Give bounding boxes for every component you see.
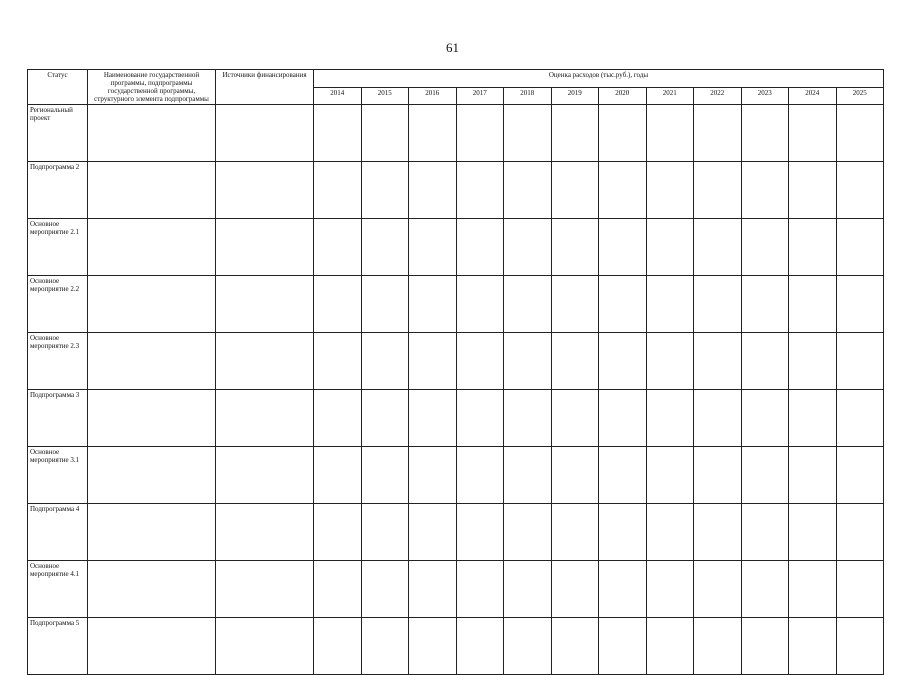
year-value-cell (836, 162, 884, 219)
row-status: Подпрограмма 3 (28, 390, 88, 447)
year-value-cell (646, 390, 694, 447)
table-row (28, 276, 884, 333)
year-header: 2016 (409, 87, 457, 105)
year-value-cell (646, 105, 694, 162)
year-value-cell (409, 447, 457, 504)
status-header: Статус (28, 70, 88, 105)
year-value-cell (741, 447, 789, 504)
year-value-cell (741, 276, 789, 333)
year-value-cell (551, 504, 599, 561)
year-value-cell (694, 333, 742, 390)
row-status: Основное мероприятие 4.1 (28, 561, 88, 618)
year-value-cell (551, 390, 599, 447)
year-value-cell (599, 333, 647, 390)
row-source (216, 162, 314, 219)
year-header: 2014 (314, 87, 362, 105)
year-value-cell (314, 333, 362, 390)
table-row (28, 390, 884, 447)
year-value-cell (599, 618, 647, 675)
year-value-cell (789, 618, 837, 675)
year-value-cell (646, 504, 694, 561)
year-value-cell (361, 333, 409, 390)
year-value-cell (314, 162, 362, 219)
row-source (216, 105, 314, 162)
year-value-cell (836, 219, 884, 276)
table-row (28, 219, 884, 276)
year-value-cell (551, 447, 599, 504)
year-value-cell (314, 447, 362, 504)
row-name (88, 219, 216, 276)
year-value-cell (361, 276, 409, 333)
row-source (216, 561, 314, 618)
year-value-cell (646, 447, 694, 504)
year-value-cell (409, 390, 457, 447)
year-value-cell (836, 561, 884, 618)
table-row (28, 447, 884, 504)
row-status: Основное мероприятие 2.3 (28, 333, 88, 390)
year-value-cell (789, 333, 837, 390)
year-value-cell (504, 333, 552, 390)
year-value-cell (599, 390, 647, 447)
row-name (88, 276, 216, 333)
year-value-cell (456, 390, 504, 447)
year-value-cell (646, 219, 694, 276)
year-value-cell (314, 390, 362, 447)
year-value-cell (409, 618, 457, 675)
year-value-cell (361, 390, 409, 447)
table-row (28, 105, 884, 162)
year-header: 2025 (836, 87, 884, 105)
year-value-cell (504, 219, 552, 276)
year-value-cell (694, 447, 742, 504)
year-value-cell (504, 561, 552, 618)
year-header: 2024 (789, 87, 837, 105)
year-value-cell (836, 618, 884, 675)
year-header: 2017 (456, 87, 504, 105)
year-value-cell (456, 219, 504, 276)
row-name (88, 162, 216, 219)
year-value-cell (551, 162, 599, 219)
row-source (216, 276, 314, 333)
row-status: Региональный проект (28, 105, 88, 162)
year-value-cell (361, 561, 409, 618)
year-value-cell (361, 219, 409, 276)
year-value-cell (789, 390, 837, 447)
year-value-cell (504, 105, 552, 162)
year-value-cell (551, 561, 599, 618)
estimate-header: Оценка расходов (тыс.руб.), годы (314, 70, 884, 88)
year-value-cell (409, 162, 457, 219)
row-status: Основное мероприятие 2.1 (28, 219, 88, 276)
year-value-cell (836, 390, 884, 447)
year-value-cell (456, 276, 504, 333)
row-source (216, 504, 314, 561)
year-value-cell (694, 561, 742, 618)
year-value-cell (361, 504, 409, 561)
year-value-cell (456, 447, 504, 504)
year-value-cell (314, 105, 362, 162)
year-value-cell (456, 618, 504, 675)
year-value-cell (551, 618, 599, 675)
table-row (28, 618, 884, 675)
table-row (28, 162, 884, 219)
year-value-cell (456, 333, 504, 390)
year-value-cell (456, 504, 504, 561)
row-source (216, 618, 314, 675)
row-name (88, 333, 216, 390)
year-value-cell (646, 618, 694, 675)
year-value-cell (836, 333, 884, 390)
year-value-cell (694, 276, 742, 333)
year-value-cell (741, 561, 789, 618)
row-name (88, 504, 216, 561)
row-name (88, 618, 216, 675)
row-source (216, 390, 314, 447)
table-row (28, 561, 884, 618)
year-value-cell (361, 105, 409, 162)
year-value-cell (789, 504, 837, 561)
row-status: Основное мероприятие 3.1 (28, 447, 88, 504)
source-header: Источники финансирования (216, 70, 314, 105)
year-value-cell (741, 618, 789, 675)
year-header: 2015 (361, 87, 409, 105)
year-value-cell (599, 162, 647, 219)
row-status: Подпрограмма 5 (28, 618, 88, 675)
name-header: Наименование государственной программы, подпрограммы государственной программы, структурного элемента подпрограммы (88, 70, 216, 105)
year-value-cell (314, 504, 362, 561)
year-value-cell (694, 105, 742, 162)
year-value-cell (361, 162, 409, 219)
year-value-cell (741, 162, 789, 219)
year-value-cell (314, 219, 362, 276)
table-row (28, 504, 884, 561)
year-value-cell (741, 333, 789, 390)
year-value-cell (599, 561, 647, 618)
year-value-cell (551, 219, 599, 276)
year-value-cell (836, 276, 884, 333)
year-value-cell (599, 105, 647, 162)
year-value-cell (694, 162, 742, 219)
row-name (88, 105, 216, 162)
year-value-cell (504, 162, 552, 219)
year-header: 2020 (599, 87, 647, 105)
row-name (88, 390, 216, 447)
year-value-cell (789, 276, 837, 333)
year-value-cell (504, 504, 552, 561)
row-source (216, 219, 314, 276)
year-value-cell (789, 561, 837, 618)
year-value-cell (836, 447, 884, 504)
year-value-cell (789, 219, 837, 276)
year-value-cell (694, 390, 742, 447)
year-value-cell (361, 618, 409, 675)
year-value-cell (551, 333, 599, 390)
row-status: Основное мероприятие 2.2 (28, 276, 88, 333)
table-row (28, 333, 884, 390)
year-header: 2022 (694, 87, 742, 105)
year-value-cell (456, 105, 504, 162)
year-value-cell (789, 447, 837, 504)
year-value-cell (836, 504, 884, 561)
row-source (216, 333, 314, 390)
year-value-cell (646, 561, 694, 618)
year-value-cell (409, 105, 457, 162)
year-value-cell (456, 561, 504, 618)
year-value-cell (599, 219, 647, 276)
year-value-cell (409, 219, 457, 276)
year-header: 2019 (551, 87, 599, 105)
year-value-cell (504, 618, 552, 675)
year-value-cell (314, 561, 362, 618)
year-value-cell (646, 333, 694, 390)
year-value-cell (599, 276, 647, 333)
year-value-cell (409, 333, 457, 390)
year-value-cell (599, 447, 647, 504)
year-value-cell (361, 447, 409, 504)
year-value-cell (646, 162, 694, 219)
year-value-cell (504, 447, 552, 504)
year-header: 2018 (504, 87, 552, 105)
year-value-cell (694, 618, 742, 675)
row-source (216, 447, 314, 504)
year-value-cell (551, 276, 599, 333)
row-status: Подпрограмма 4 (28, 504, 88, 561)
year-value-cell (409, 561, 457, 618)
year-value-cell (836, 105, 884, 162)
year-value-cell (694, 504, 742, 561)
page-number: 61 (446, 40, 459, 55)
year-value-cell (741, 105, 789, 162)
year-value-cell (646, 276, 694, 333)
year-value-cell (599, 504, 647, 561)
row-status: Подпрограмма 2 (28, 162, 88, 219)
year-value-cell (314, 618, 362, 675)
year-value-cell (789, 162, 837, 219)
row-name (88, 561, 216, 618)
year-value-cell (314, 276, 362, 333)
year-value-cell (409, 504, 457, 561)
year-value-cell (551, 105, 599, 162)
year-header: 2021 (646, 87, 694, 105)
year-value-cell (789, 105, 837, 162)
year-value-cell (694, 219, 742, 276)
year-header: 2023 (741, 87, 789, 105)
year-value-cell (504, 390, 552, 447)
row-name (88, 447, 216, 504)
year-value-cell (741, 504, 789, 561)
year-value-cell (504, 276, 552, 333)
year-value-cell (741, 219, 789, 276)
year-value-cell (409, 276, 457, 333)
year-value-cell (741, 390, 789, 447)
expenditure-table (27, 69, 884, 675)
year-value-cell (456, 162, 504, 219)
